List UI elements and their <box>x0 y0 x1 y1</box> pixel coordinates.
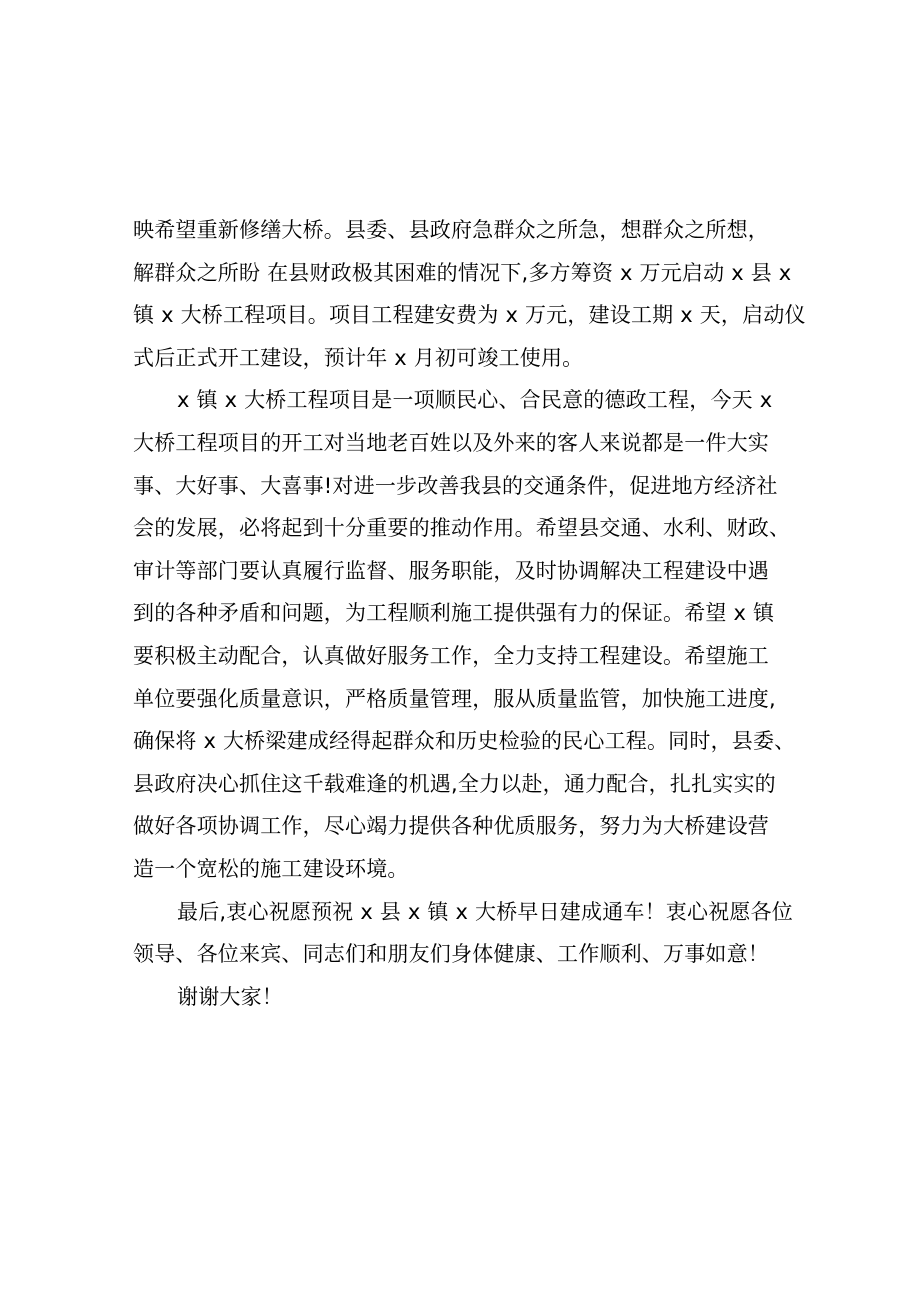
text-line: 做好各项协调工作，尽心竭力提供各种优质服务，努力为大桥建设营 <box>133 814 769 839</box>
closing-line: 谢谢大家！ <box>177 984 283 1009</box>
text-line: 大桥工程项目的开工对当地老百姓以及外来的客人来说都是一件大实 <box>133 430 769 455</box>
paragraph-start-line: 最后,衷心祝愿预祝 x 县 x 镇 x 大桥早日建成通车！衷心祝愿各位 <box>177 899 794 924</box>
text-line: 确保将 x 大桥梁建成经得起群众和历史检验的民心工程。同时，县委、 <box>133 729 796 754</box>
paragraph-start-line: x 镇 x 大桥工程项目是一项顺民心、合民意的德政工程，今天 x <box>177 388 773 413</box>
text-line: 到的各种矛盾和问题，为工程顺利施工提供强有力的保证。希望 x 镇 <box>133 601 775 626</box>
text-line: 事、大好事、大喜事!对进一步改善我县的交通条件，促进地方经济社 <box>133 473 778 498</box>
text-line: 单位要强化质量意识，严格质量管理，服从质量监管，加快施工进度, <box>133 686 776 711</box>
text-line: 映希望重新修缮大桥。县委、县政府急群众之所急，想群众之所想， <box>133 218 769 242</box>
text-line: 式后正式开工建设，预计年 x 月初可竣工使用。 <box>133 345 584 370</box>
text-line: 解群众之所盼 在县财政极其困难的情况下,多方筹资 x 万元启动 x 县 x <box>133 260 792 285</box>
text-line: 县政府决心抓住这千载难逢的机遇,全力以赴，通力配合，扎扎实实的 <box>133 771 776 796</box>
text-line: 镇 x 大桥工程项目。项目工程建安费为 x 万元，建设工期 x 天，启动仪 <box>133 303 806 328</box>
text-line: 领导、各位来宾、同志们和朋友们身体健康、工作顺利、万事如意！ <box>133 942 769 967</box>
text-line: 要积极主动配合，认真做好服务工作，全力支持工程建设。希望施工 <box>133 643 769 668</box>
text-line: 造一个宽松的施工建设环境。 <box>133 856 409 881</box>
text-line: 审计等部门要认真履行监督、服务职能，及时协调解决工程建设中遇 <box>133 558 769 583</box>
body-text <box>133 209 806 1018</box>
text-line: 会的发展，必将起到十分重要的推动作用。希望县交通、水利、财政、 <box>133 516 791 541</box>
